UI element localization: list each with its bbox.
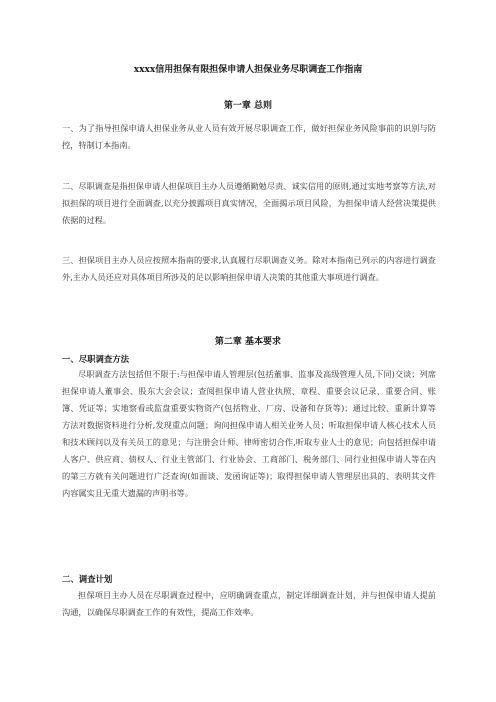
section-investigation-plan-body: 担保项目主办人员在尽职调查过程中，应明确调查重点，制定详细调查计划，并与担保申请人提前沟通，以确保尽职调查工作的有效性，提高工作效率。 <box>62 590 436 617</box>
chapter-1-paragraph-3: 三、担保项目主办人员应按照本指南的要求,认真履行尽职调查义务。除对本指南已列示的内容进行调查外,主办人员还应对具体项目所涉及的足以影响担保申请人决策的其他重大事项进行调查。 <box>62 255 436 282</box>
section-investigation-plan-heading: 二、调查计划 <box>62 574 113 584</box>
section-due-diligence-methods-heading: 一、尽职调查方法 <box>62 354 129 364</box>
section-due-diligence-methods-body: 尽职调查方法包括但不限于:与担保申请人管理层(包括董事、监事及高级管理人员,下同)交谈；列席担保申请人董事会、股东大会会议；查阅担保申请人营业执照、章程、重要会议记录、重要合同、账簿、凭证等；实地察看或监盘重要实物资产(包括物业、厂房、设备和存货等)；通过比较、重新计算等方法对数据资料进行分析,发现重点问题；询问担保申请人相关业务人员；听取担保申请人核心技术人员和技术顾问以及有关员工的意见；与注册会计师、律师密切合作,听取专业人士的意见；向包括担保申请人客户、供应商、债权人、行业主管部门、行业协会、工商部门、税务部门、同行业担保申请人等在内的第三方就有关问题进行广泛查询(如面谈、发函询证等)；取得担保申请人管理层出具的、表明其文件内容属实且无重大遗漏的声明书等。 <box>62 369 436 498</box>
chapter-1-paragraph-2: 二、尽职调查是指担保申请人担保项目主办人员遵循勤勉尽责、诚实信用的原则,通过实地考察等方法,对拟担保的项目进行全面调查,以充分披露项目真实情况，全面揭示项目风险，为担保申请人经营决策提供依据的过程。 <box>62 181 436 225</box>
chapter-1-paragraph-1: 一、为了指导担保申请人担保业务从业人员有效开展尽职调查工作，做好担保业务风险事前的识别与防控，特制订本指南。 <box>62 123 436 150</box>
chapter-1-heading: 第一章 总则 <box>223 101 273 111</box>
document-title: xxxx信用担保有限担保申请人担保业务尽职调查工作指南 <box>133 65 363 75</box>
chapter-2-heading: 第二章 基本要求 <box>214 337 282 347</box>
